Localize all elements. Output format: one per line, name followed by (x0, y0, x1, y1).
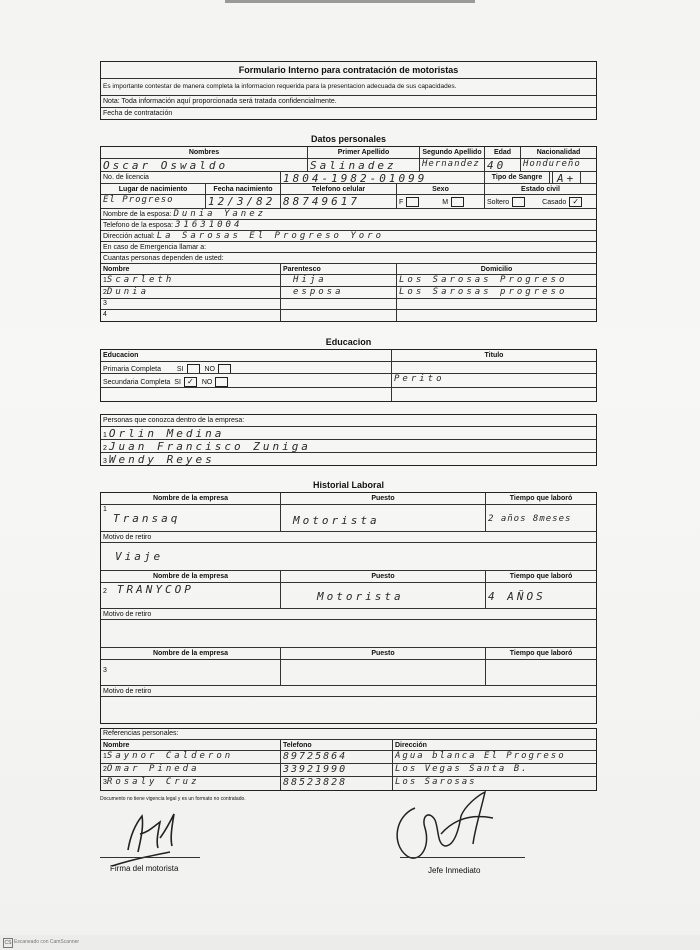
second-surname-header: Segundo Apellido (420, 147, 485, 158)
work-history-table (100, 492, 597, 724)
references-table (100, 728, 597, 791)
contact-name: Orlin Medina (108, 427, 225, 439)
ref-phone: 33921990 (283, 764, 348, 775)
license-value: 1804-1982-01099 (283, 172, 428, 183)
dependent-relation: Hija (293, 275, 327, 285)
row-number: 3 (103, 458, 107, 465)
table-row (101, 764, 596, 777)
company-header: Nombre de la empresa (101, 493, 281, 504)
reason-label: Motivo de retiro (103, 688, 152, 695)
row-number: 1 (103, 277, 107, 284)
first-surname-field (308, 159, 420, 171)
names-header: Nombres (101, 147, 308, 158)
names-value: Oscar Oswaldo (103, 159, 229, 171)
table-row (101, 299, 596, 310)
position-header: Puesto (281, 648, 486, 659)
position-value: Motorista (293, 514, 380, 527)
phone-value: 88749617 (283, 195, 360, 208)
spouse-phone-label: Telefono de la esposa: (103, 222, 174, 229)
sex-header: Sexo (397, 184, 485, 194)
table-row (101, 777, 596, 790)
disclaimer: Documento no tiene vigencia legal y es un formato no contratado. (100, 796, 246, 802)
dep-rel-header: Parentesco (281, 264, 397, 274)
birthdate-field (206, 195, 281, 208)
list-item (101, 427, 596, 440)
company-header: Nombre de la empresa (101, 571, 281, 582)
camscanner-icon: CS (4, 940, 12, 946)
blood-type-value: A+ (552, 172, 581, 183)
time-header: Tiempo que laboró (509, 650, 573, 657)
dep-home-header: Domicilio (480, 266, 513, 273)
birthplace-field (101, 195, 206, 208)
contacts-label: Personas que conozca dentro de la empresa: (103, 417, 245, 424)
row-number: 1 (103, 506, 107, 513)
license-label: No. de licencia (101, 172, 281, 183)
boss-signature-line (400, 857, 525, 858)
married-label: Casado (542, 198, 567, 206)
position-header: Puesto (281, 571, 486, 582)
time-header: Tiempo que laboró (509, 573, 573, 580)
phone-field (281, 195, 397, 208)
nationality-header: Nacionalidad (536, 149, 581, 156)
civil-status-field (485, 195, 596, 208)
age-value: 40 (487, 159, 507, 171)
birthdate-value: 12/3/82 (208, 195, 276, 208)
table-row (101, 583, 596, 609)
dependent-name: Scarleth (106, 275, 175, 285)
first-surname-value: Salinadez (310, 159, 397, 171)
primary-si-checkbox[interactable] (187, 364, 200, 373)
ref-address: Agua blanca El Progreso (395, 751, 566, 761)
ref-address: Los Vegas Santa B. (395, 764, 529, 774)
reason-label: Motivo de retiro (103, 534, 152, 541)
sex-f-label: F (399, 198, 404, 206)
ref-address-header: Dirección (395, 742, 427, 749)
boss-signature-label: Jefe Inmediato (428, 866, 481, 875)
list-item (101, 453, 596, 465)
row-number: 1 (103, 753, 107, 760)
position-header: Puesto (281, 493, 486, 504)
form-instructions: Es importante contestar de manera completa la informacion requerida para la presentacion adecuada de sus capacidades. (103, 83, 457, 90)
form-title: Formulario Interno para contratación de motoristas (238, 65, 459, 75)
sex-m-checkbox[interactable] (451, 197, 464, 207)
company-header: Nombre de la empresa (101, 648, 281, 659)
position-value: Motorista (317, 590, 404, 603)
names-field (101, 159, 308, 171)
row-number: 2 (103, 289, 107, 296)
row-number: 2 (103, 766, 107, 773)
dependent-name: Dunia (106, 287, 149, 297)
nationality-field (521, 159, 596, 171)
company-value: TRANYCOP (116, 583, 194, 596)
civil-status-header: Estado civil (521, 186, 560, 193)
row-number: 3 (103, 300, 107, 307)
boss-signature (385, 788, 510, 878)
degree-header: Titulo (484, 352, 504, 359)
dependents-label: Cuantas personas dependen de usted: (103, 255, 224, 262)
secondary-no-label: NO (201, 378, 213, 386)
primary-si-label: SI (176, 365, 184, 373)
secondary-no-checkbox[interactable] (215, 377, 228, 387)
single-checkbox[interactable] (512, 197, 525, 207)
ref-name-header: Nombre (101, 740, 281, 750)
ref-name: Rosaly Cruz (106, 777, 200, 787)
hiring-date-label: Fecha de contratación (103, 110, 173, 117)
table-row (101, 660, 596, 686)
reason-label: Motivo de retiro (103, 611, 152, 618)
ref-phone-header: Telefono (281, 740, 393, 750)
single-label: Soltero (487, 198, 510, 206)
education-section-title: Educacion (325, 337, 372, 347)
primary-no-label: NO (204, 365, 215, 373)
personal-table (100, 146, 597, 322)
row-number: 3 (103, 667, 107, 674)
degree-value: Perito (394, 374, 445, 384)
spouse-name-value: Dunia Yanez (173, 209, 267, 219)
contact-name: Juan Francisco Zuniga (108, 440, 311, 452)
secondary-si-label: SI (174, 378, 181, 386)
row-number: 1 (103, 432, 107, 439)
education-header: Educacion (101, 350, 392, 361)
contacts-table (100, 414, 597, 466)
table-row (101, 275, 596, 287)
age-header: Edad (485, 147, 521, 158)
row-number: 4 (103, 311, 107, 318)
row-number: 3 (103, 779, 107, 786)
dependent-relation: esposa (293, 287, 344, 297)
form-header (100, 61, 597, 120)
time-value: 2 años 8meses (488, 514, 572, 524)
secondary-si-checkbox[interactable]: ✓ (184, 377, 197, 387)
list-item (101, 440, 596, 453)
work-section-title: Historial Laboral (312, 480, 384, 490)
spouse-name-label: Nombre de la esposa: (103, 211, 172, 218)
secondary-label: Secundaria Completa (103, 378, 171, 386)
ref-phone: 89725864 (283, 751, 348, 762)
emergency-label: En caso de Emergencia llamar a: (103, 244, 207, 251)
references-label: Referencias personales: (103, 730, 179, 737)
driver-signature-label: Firma del motorista (110, 864, 179, 873)
sex-f-checkbox[interactable] (406, 197, 419, 207)
table-row (101, 287, 596, 299)
license-field (281, 172, 485, 183)
page-edge (225, 0, 475, 3)
blood-type-field (550, 172, 596, 183)
ref-name: Saynor Calderon (106, 751, 234, 761)
sex-field (397, 195, 485, 208)
blood-type-label: Tipo de Sangre (485, 172, 550, 183)
birthdate-header: Fecha nacimiento (206, 184, 281, 194)
ref-phone: 88523828 (283, 777, 348, 788)
dependent-home: Los Sarosas Progreso (399, 275, 568, 285)
second-surname-field (420, 159, 485, 171)
scanner-footer (0, 935, 700, 950)
row-number: 2 (103, 445, 107, 452)
table-row (101, 505, 596, 532)
age-field (485, 159, 521, 171)
first-surname-header: Primer Apellido (308, 147, 420, 158)
table-row (101, 751, 596, 764)
sex-m-label: M (442, 198, 449, 206)
primary-label: Primaria Completa (103, 365, 161, 373)
primary-no-checkbox[interactable] (218, 364, 231, 373)
row-number: 2 (103, 588, 107, 595)
nationality-value: Hondureño (523, 159, 581, 169)
table-row (101, 310, 596, 321)
scanner-text: Escaneado con CamScanner (14, 939, 80, 945)
driver-signature-line (100, 857, 200, 858)
contact-name: Wendy Reyes (108, 453, 215, 465)
dep-name-header: Nombre (101, 264, 281, 274)
time-header: Tiempo que laboró (509, 495, 573, 502)
personal-section-title: Datos personales (310, 134, 387, 144)
spouse-phone-value: 31631004 (175, 220, 243, 230)
company-value: Transaq (113, 512, 181, 525)
phone-header: Telefono celular (281, 184, 397, 194)
second-surname-value: Hernandez (422, 159, 480, 169)
dependent-home: Los Sarosas progreso (399, 287, 568, 297)
education-table (100, 349, 597, 402)
address-value: La Sarosas El Progreso Yoro (156, 231, 385, 241)
married-checkbox[interactable]: ✓ (569, 197, 582, 207)
form-note: Nota: Toda información aquí proporcionada será tratada confidencialmente. (103, 98, 337, 105)
reason-value: Viaje (115, 550, 164, 563)
ref-address: Los Sarosas (395, 777, 477, 787)
address-label: Dirección actual: (103, 233, 155, 240)
time-value: 4 AÑOS (488, 590, 546, 603)
birthplace-header: Lugar de nacimiento (101, 184, 206, 194)
ref-name: Omar Pineda (106, 764, 200, 774)
birthplace-value: El Progreso (103, 195, 174, 205)
